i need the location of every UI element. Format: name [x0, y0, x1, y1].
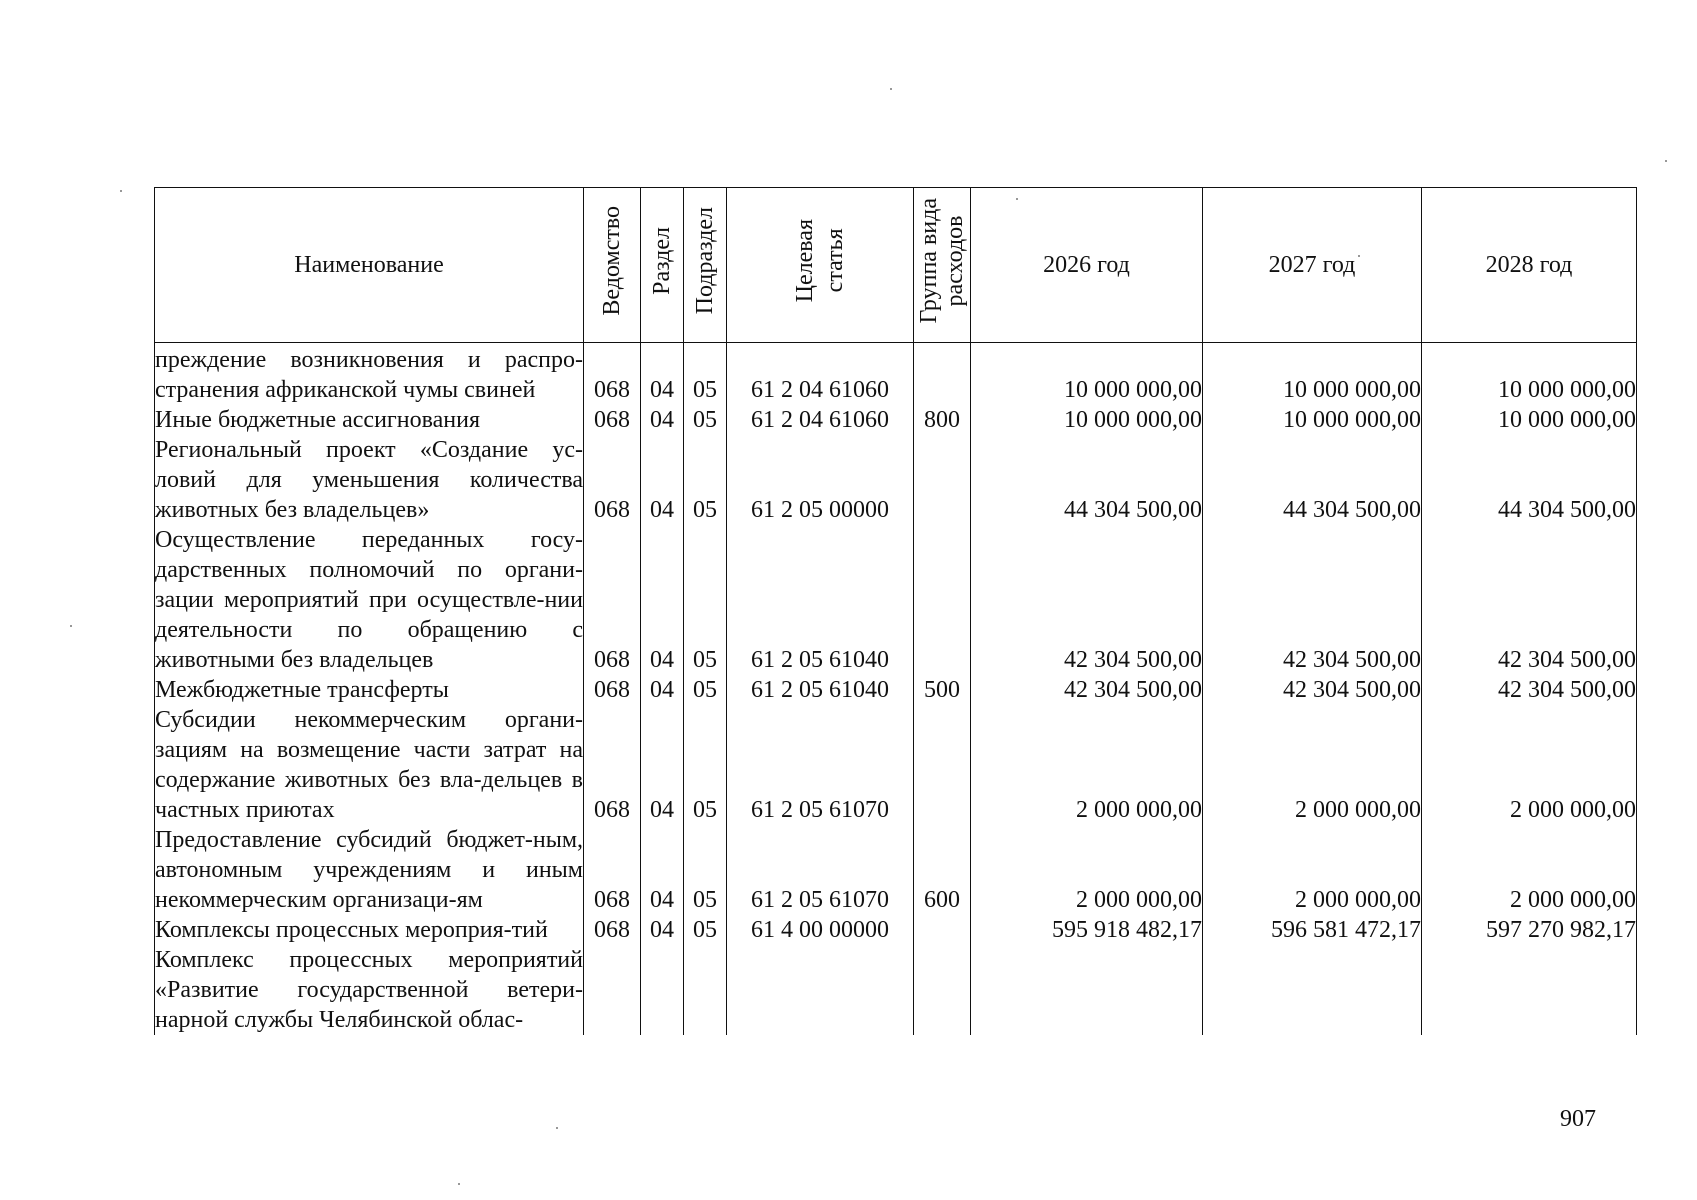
row-amount-2026: 42 304 500,00	[971, 525, 1203, 675]
row-target-article: 61 2 04 61060	[727, 405, 914, 435]
row-name: Предоставление субсидий бюджет-ным, автономным учреждениям и иным некоммерческим организаци-ям	[155, 827, 583, 913]
row-amount-2026: 2 000 000,00	[971, 825, 1203, 915]
row-target-article: 61 2 05 61070	[727, 705, 914, 825]
row-amount-2026: 595 918 482,17	[971, 915, 1203, 945]
row-amount-2028: 597 270 982,17	[1422, 915, 1637, 945]
table-row	[155, 705, 1637, 825]
row-amount-2027: 42 304 500,00	[1203, 525, 1422, 675]
row-amount-2027: 10 000 000,00	[1203, 405, 1422, 435]
row-name: Осуществление переданных госу-дарственных полномочий по органи-зации мероприятий при осуществле-нии деятельности по обращению с животными без владельцев	[155, 527, 583, 673]
row-podrazdel: 05	[684, 825, 727, 915]
header-vedomstvo: Ведомство	[584, 188, 641, 343]
row-amount-2028: 44 304 500,00	[1422, 435, 1637, 525]
table-row	[155, 825, 1637, 915]
table-body	[155, 343, 1637, 1036]
header-podrazdel: Подраздел	[684, 188, 727, 343]
row-expense-group: 600	[914, 825, 971, 915]
row-amount-2027: 2 000 000,00	[1203, 825, 1422, 915]
row-vedomstvo: 068	[584, 405, 641, 435]
row-razdel: 04	[641, 675, 684, 705]
table-row	[155, 435, 1637, 525]
row-razdel: 04	[641, 825, 684, 915]
row-target-article: 61 2 05 00000	[727, 435, 914, 525]
row-podrazdel: 05	[684, 675, 727, 705]
row-name: Иные бюджетные ассигнования	[155, 405, 584, 435]
row-amount-2028: 42 304 500,00	[1422, 675, 1637, 705]
row-target-article: 61 2 05 61040	[727, 675, 914, 705]
scan-speck	[70, 625, 72, 627]
row-razdel	[641, 945, 684, 1035]
row-vedomstvo: 068	[584, 345, 641, 405]
row-amount-2026: 42 304 500,00	[971, 675, 1203, 705]
row-expense-group	[914, 915, 971, 945]
row-target-article: 61 4 00 00000	[727, 915, 914, 945]
budget-table	[154, 187, 1637, 1035]
row-podrazdel: 05	[684, 915, 727, 945]
row-amount-2027: 44 304 500,00	[1203, 435, 1422, 525]
row-name: Комплекс процессных мероприятий «Развитие государственной ветери-нарной службы Челябинской облас-	[155, 947, 583, 1033]
row-amount-2027: 596 581 472,17	[1203, 915, 1422, 945]
row-podrazdel: 05	[684, 345, 727, 405]
row-vedomstvo: 068	[584, 435, 641, 525]
table-row	[155, 345, 1637, 405]
row-expense-group	[914, 525, 971, 675]
row-razdel: 04	[641, 435, 684, 525]
row-amount-2027	[1203, 945, 1422, 1035]
row-amount-2028: 2 000 000,00	[1422, 705, 1637, 825]
row-target-article: 61 2 05 61040	[727, 525, 914, 675]
row-podrazdel: 05	[684, 525, 727, 675]
row-vedomstvo	[584, 945, 641, 1035]
row-name: Комплексы процессных мероприя-тий	[155, 915, 584, 945]
row-razdel: 04	[641, 345, 684, 405]
row-expense-group	[914, 435, 971, 525]
row-vedomstvo: 068	[584, 825, 641, 915]
row-vedomstvo: 068	[584, 675, 641, 705]
row-expense-group	[914, 945, 971, 1035]
header-name: Наименование	[155, 188, 584, 343]
row-name: Региональный проект «Создание ус-ловий для уменьшения количества животных без владельцев»	[155, 437, 583, 523]
budget-table-container	[154, 187, 1636, 1089]
header-target-article: Целевая статья	[727, 188, 914, 343]
table-row	[155, 405, 1637, 435]
row-amount-2028: 2 000 000,00	[1422, 825, 1637, 915]
row-vedomstvo: 068	[584, 705, 641, 825]
row-amount-2028	[1422, 945, 1637, 1035]
row-amount-2027: 2 000 000,00	[1203, 705, 1422, 825]
header-expense-group: Группа вида расходов	[914, 188, 971, 343]
scan-speck	[1358, 255, 1360, 257]
row-podrazdel: 05	[684, 435, 727, 525]
row-amount-2026: 10 000 000,00	[971, 405, 1203, 435]
scan-speck	[890, 88, 892, 90]
table-header	[155, 188, 1637, 343]
row-expense-group	[914, 345, 971, 405]
row-amount-2026: 10 000 000,00	[971, 345, 1203, 405]
row-razdel: 04	[641, 705, 684, 825]
table-row	[155, 945, 1637, 1035]
table-row	[155, 675, 1637, 705]
row-name: Субсидии некоммерческим органи-зациям на возмещение части затрат на содержание животных без вла-дельцев в частных приютах	[155, 707, 583, 823]
row-amount-2026: 2 000 000,00	[971, 705, 1203, 825]
row-expense-group: 500	[914, 675, 971, 705]
row-amount-2026: 44 304 500,00	[971, 435, 1203, 525]
scan-speck	[1665, 160, 1667, 162]
row-target-article: 61 2 05 61070	[727, 825, 914, 915]
row-amount-2028: 42 304 500,00	[1422, 525, 1637, 675]
row-expense-group: 800	[914, 405, 971, 435]
row-name: Межбюджетные трансферты	[155, 675, 584, 705]
row-expense-group	[914, 705, 971, 825]
header-razdel: Раздел	[641, 188, 684, 343]
row-amount-2027: 42 304 500,00	[1203, 675, 1422, 705]
scan-speck	[556, 1127, 558, 1129]
table-row	[155, 525, 1637, 675]
row-razdel: 04	[641, 525, 684, 675]
row-name: преждение возникновения и распро-странения африканской чумы свиней	[155, 347, 583, 403]
header-2027: 2027 год	[1203, 188, 1422, 343]
header-2026: 2026 год	[971, 188, 1203, 343]
row-vedomstvo: 068	[584, 525, 641, 675]
row-razdel: 04	[641, 405, 684, 435]
row-amount-2028: 10 000 000,00	[1422, 345, 1637, 405]
row-amount-2026	[971, 945, 1203, 1035]
row-target-article: 61 2 04 61060	[727, 345, 914, 405]
row-amount-2028: 10 000 000,00	[1422, 405, 1637, 435]
table-row	[155, 915, 1637, 945]
page-number: 907	[1560, 1106, 1596, 1132]
row-razdel: 04	[641, 915, 684, 945]
row-vedomstvo: 068	[584, 915, 641, 945]
row-amount-2027: 10 000 000,00	[1203, 345, 1422, 405]
scan-speck	[1016, 198, 1018, 200]
scan-speck	[458, 1183, 460, 1185]
header-2028: 2028 год	[1422, 188, 1637, 343]
scan-speck	[120, 190, 122, 192]
row-podrazdel: 05	[684, 405, 727, 435]
row-podrazdel: 05	[684, 705, 727, 825]
row-podrazdel	[684, 945, 727, 1035]
row-target-article	[727, 945, 914, 1035]
